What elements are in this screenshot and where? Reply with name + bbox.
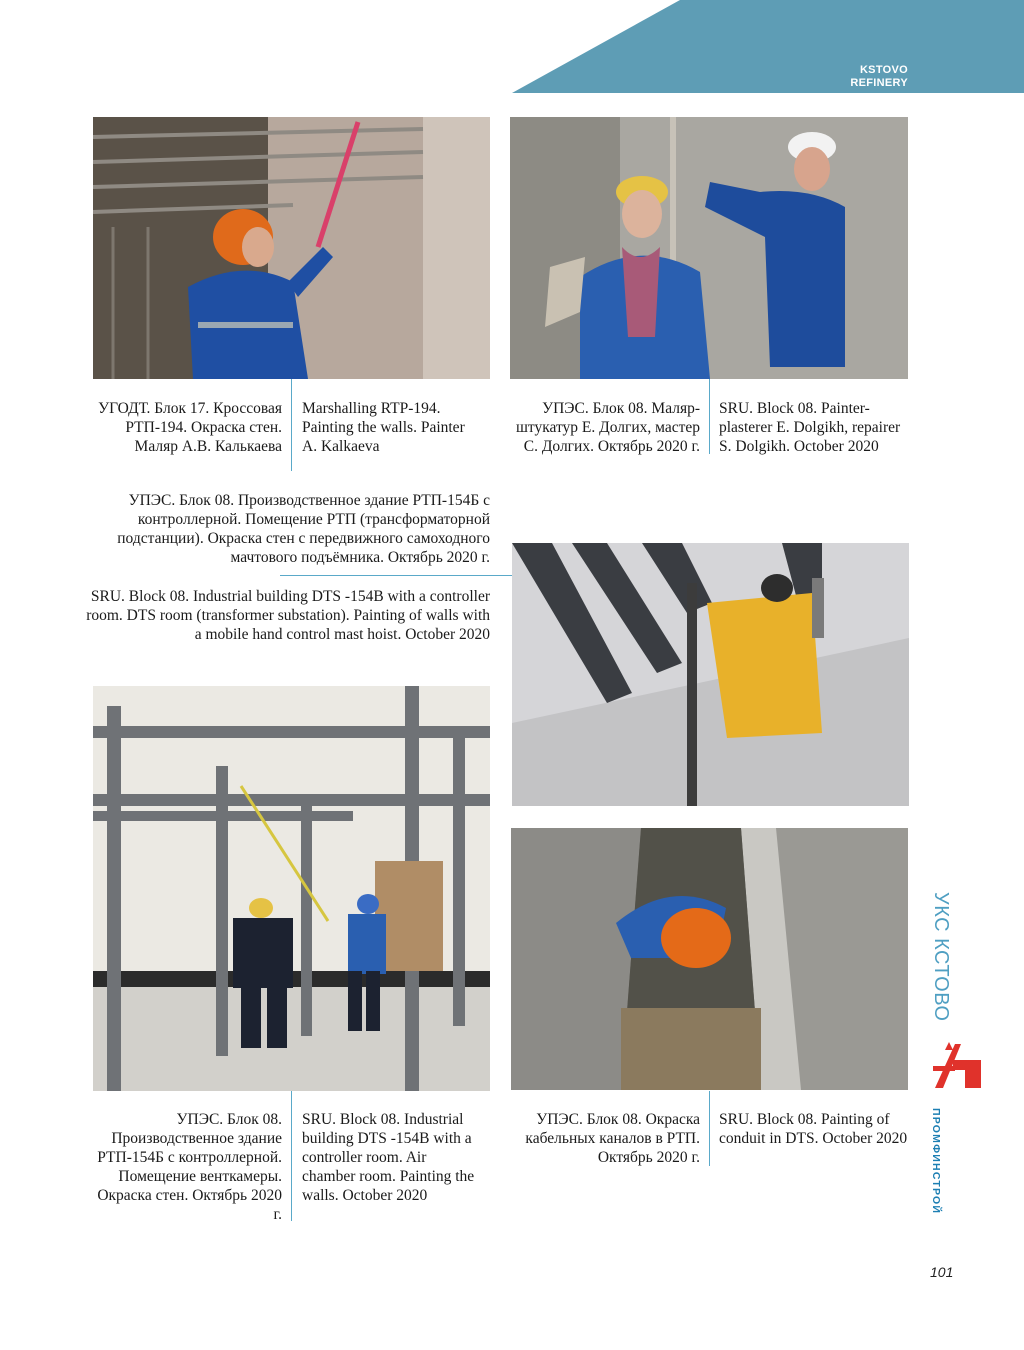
photo-mast-hoist [512,543,909,806]
caption-5-ru: УПЭС. Блок 08. Окраска кабельных каналов в РТП. Октябрь 2020 г. [525,1111,700,1166]
caption-3-en: SRU. Block 08. Industrial building DTS -154B with a controller room. DTS room (transformer substation). Painting of walls with a mobile hand control mast hoist. October 2020 [86,588,490,643]
brand-name-text: ПРОМФИНСТРОЙ [930,1108,942,1215]
caption-divider [709,1091,710,1166]
caption-5-en: SRU. Block 08. Painting of conduit in DTS. October 2020 [719,1111,908,1147]
caption-divider [291,1091,292,1221]
sidebar-section-title-text: УКС КСТОВО [930,892,952,1022]
caption-divider [709,379,710,454]
page-number: 101 [930,1264,954,1280]
section-label-line1: KSTOVO [859,64,908,76]
photo-cable-channel [511,828,908,1090]
brand-name [928,1108,944,1233]
photo-painter-kalkaeva [93,117,490,379]
caption-1-ru: УГОДТ. Блок 17. Кроссовая РТП-194. Окраска стен. Маляр А.В. Калькаева [98,400,282,455]
photo-air-chamber [93,686,490,1091]
section-label [850,64,908,90]
sidebar-section-title [920,892,960,1022]
caption-2-en: SRU. Block 08. Painter-plasterer E. Dolgikh, repairer S. Dolgikh. October 2020 [719,400,901,455]
photo-plasterers-dolgikh [510,117,908,379]
section-label-line2: REFINERY [850,77,908,89]
caption-3-ru: УПЭС. Блок 08. Производственное здание РТП-154Б с контроллерной. Помещение РТП (трансформаторной подстанции). Окраска стен с передвижного самоходного мачтового подъёмника. Октябрь 2020 г. [117,492,490,566]
company-logo [931,1040,985,1092]
caption-4-en: SRU. Block 08. Industrial building DTS -154B with a controller room. Air chamber room. Painting the walls. October 2020 [302,1111,475,1204]
caption-4-ru: УПЭС. Блок 08. Производственное здание РТП-154Б с контроллерной. Помещение венткамеры. Окраска стен. Октябрь 2020 г. [97,1111,282,1223]
caption-2-ru: УПЭС. Блок 08. Маляр-штукатур Е. Долгих, мастер С. Долгих. Октябрь 2020 г. [515,400,700,455]
caption-1-en: Marshalling RTP-194. Painting the walls. Painter A. Kalkaeva [302,400,465,455]
caption-divider [291,379,292,471]
caption-divider [280,575,512,576]
